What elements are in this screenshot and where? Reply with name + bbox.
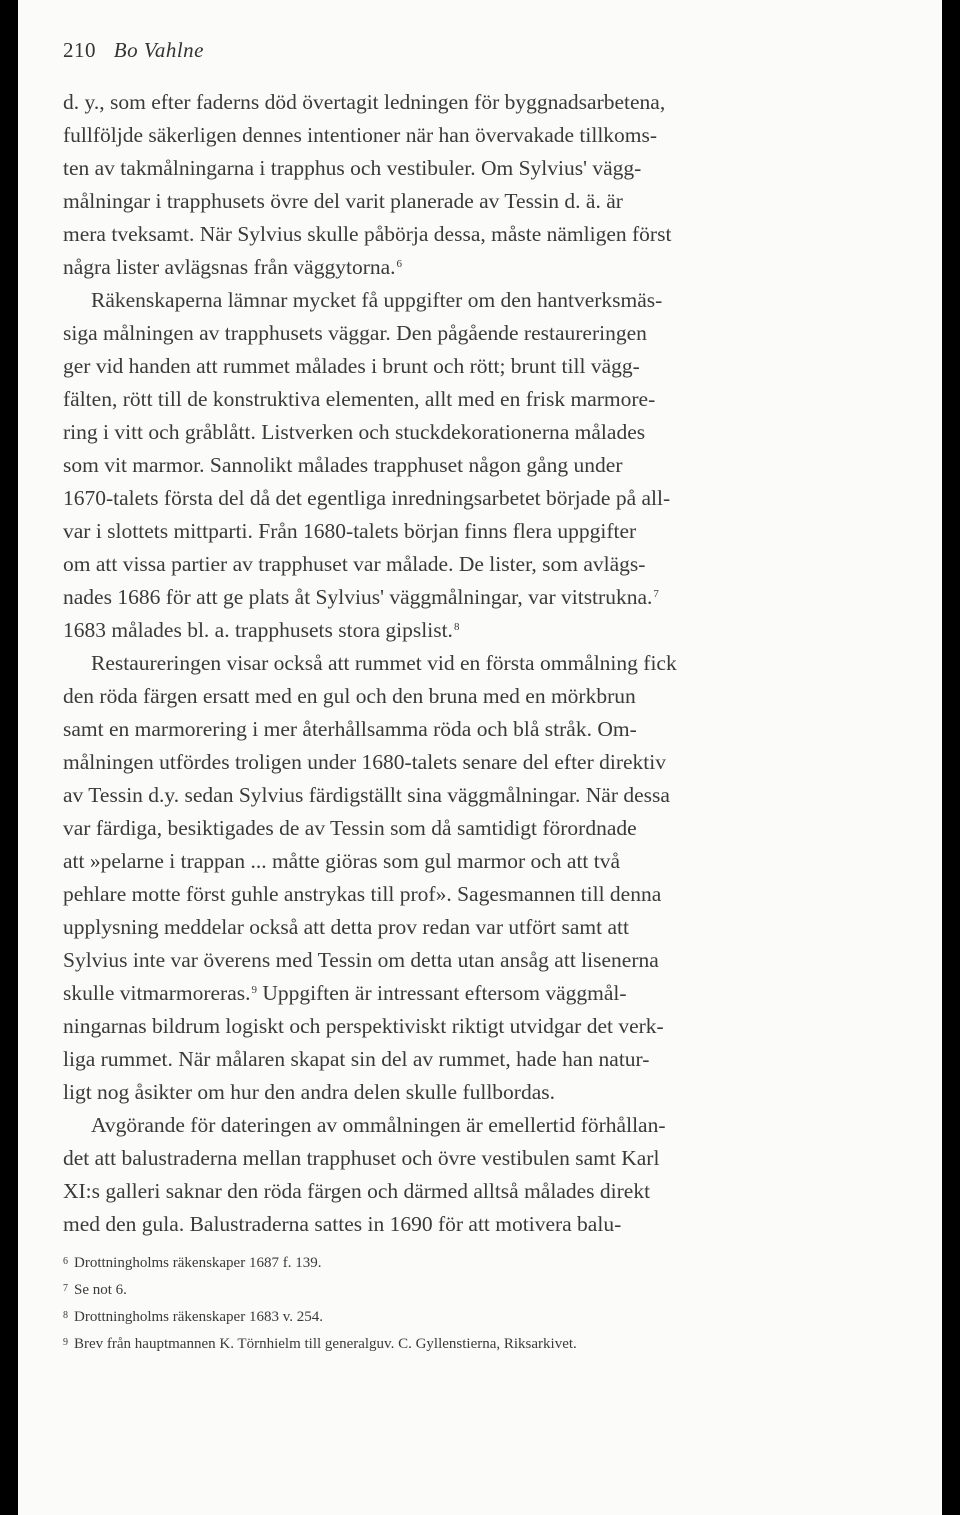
line-text: fälten, rött till de konstruktiva elementen, allt med en frisk marmore-	[63, 387, 656, 411]
line-text: samt en marmorering i mer återhållsamma röda och blå stråk. Om-	[63, 717, 637, 741]
footnote-mark: 7	[63, 1283, 68, 1294]
footnote-mark: 6	[63, 1256, 68, 1267]
text-line	[63, 1076, 873, 1109]
text-line	[63, 284, 873, 317]
footnote	[63, 1304, 873, 1331]
text-line	[63, 746, 873, 779]
text-line	[63, 185, 873, 218]
line-text: 1670-talets första del då det egentliga inredningsarbetet började på all-	[63, 486, 671, 510]
text-line	[63, 680, 873, 713]
text-line	[63, 647, 873, 680]
footnote-text: Se not 6.	[74, 1282, 127, 1298]
text-line	[63, 977, 873, 1010]
text-line	[63, 350, 873, 383]
line-text: den röda färgen ersatt med en gul och den bruna med en mörkbrun	[63, 684, 636, 708]
footnote-reference[interactable]: 9	[251, 984, 257, 996]
footnote-text: Drottningholms räkenskaper 1687 f. 139.	[74, 1255, 322, 1271]
text-line	[63, 1010, 873, 1043]
line-text: att »pelarne i trappan ... måtte giöras som gul marmor och att två	[63, 849, 621, 873]
line-text: 1683 målades bl. a. trapphusets stora gipslist.	[63, 618, 453, 642]
text-line	[63, 548, 873, 581]
text-line	[63, 614, 873, 647]
text-line	[63, 1208, 873, 1241]
line-text: skulle vitmarmoreras.	[63, 981, 251, 1005]
text-line	[63, 383, 873, 416]
body-text	[63, 86, 873, 1241]
text-line	[63, 218, 873, 251]
footnote	[63, 1331, 873, 1358]
footnote-reference[interactable]: 6	[396, 258, 403, 270]
running-head-author: Bo Vahlne	[113, 38, 204, 62]
line-text: var färdiga, besiktigades de av Tessin som då samtidigt förordnade	[63, 816, 637, 840]
line-text: fullföljde säkerligen dennes intentioner när han övervakade tillkoms-	[63, 123, 658, 147]
line-text: det att balustraderna mellan trapphuset och övre vestibulen samt Karl	[63, 1146, 660, 1170]
line-text: av Tessin d.y. sedan Sylvius färdigställt sina väggmålningar. När dessa	[63, 783, 670, 807]
text-line	[63, 581, 873, 614]
text-line	[63, 1109, 873, 1142]
text-line	[63, 416, 873, 449]
line-text: om att vissa partier av trapphuset var målade. De lister, som avlägs-	[63, 552, 646, 576]
text-line	[63, 779, 873, 812]
text-line	[63, 1142, 873, 1175]
footnotes	[63, 1250, 873, 1358]
line-text: ring i vitt och gråblått. Listverken och stuckdekorationerna målades	[63, 420, 646, 444]
line-text-continued: Uppgiften är intressant eftersom väggmål-	[256, 981, 627, 1005]
line-text: mera tveksamt. När Sylvius skulle påbörja dessa, måste nämligen först	[63, 222, 672, 246]
line-text: pehlare motte först guhle anstrykas till prof». Sagesmannen till denna	[63, 882, 662, 906]
line-text: ten av takmålningarna i trapphus och vestibuler. Om Sylvius' vägg-	[63, 156, 642, 180]
text-line	[63, 845, 873, 878]
line-text: var i slottets mittparti. Från 1680-talets början finns flera uppgifter	[63, 519, 637, 543]
line-text: Räkenskaperna lämnar mycket få uppgifter om den hantverksmäs-	[91, 288, 663, 312]
line-text: Sylvius inte var överens med Tessin om detta utan ansåg att lisenerna	[63, 948, 659, 972]
text-line	[63, 317, 873, 350]
line-text: liga rummet. När målaren skapat sin del av rummet, hade han natur-	[63, 1047, 650, 1071]
page-number: 210	[63, 38, 96, 62]
text-line	[63, 482, 873, 515]
line-text: ningarnas bildrum logiskt och perspektiviskt riktigt utvidgar det verk-	[63, 1014, 664, 1038]
line-text: målningar i trapphusets övre del varit planerade av Tessin d. ä. är	[63, 189, 623, 213]
footnote-reference[interactable]: 8	[453, 621, 460, 633]
text-line	[63, 119, 873, 152]
text-line	[63, 449, 873, 482]
line-text: nades 1686 för att ge plats åt Sylvius' väggmålningar, var vitstrukna.	[63, 585, 653, 609]
line-text: d. y., som efter faderns död övertagit ledningen för byggnadsarbetena,	[63, 90, 666, 114]
text-line	[63, 944, 873, 977]
text-line	[63, 86, 873, 119]
line-text: målningen utfördes troligen under 1680-talets senare del efter direktiv	[63, 750, 666, 774]
line-text: siga målningen av trapphusets väggar. Den pågående restaureringen	[63, 321, 647, 345]
line-text: med den gula. Balustraderna sattes in 1690 för att motivera balu-	[63, 1212, 622, 1236]
text-line	[63, 713, 873, 746]
footnote-mark: 9	[63, 1337, 68, 1348]
text-line	[63, 1043, 873, 1076]
footnote-text: Drottningholms räkenskaper 1683 v. 254.	[74, 1309, 323, 1325]
text-line	[63, 515, 873, 548]
footnote	[63, 1250, 873, 1277]
text-line	[63, 911, 873, 944]
running-head	[63, 38, 204, 63]
text-line	[63, 878, 873, 911]
line-text: Avgörande för dateringen av ommålningen är emellertid förhållan-	[91, 1113, 666, 1137]
footnote-reference[interactable]: 7	[653, 588, 659, 600]
line-text: ger vid handen att rummet målades i brunt och rött; brunt till vägg-	[63, 354, 640, 378]
line-text: Restaureringen visar också att rummet vid en första ommålning fick	[91, 651, 677, 675]
line-text: XI:s galleri saknar den röda färgen och därmed alltså målades direkt	[63, 1179, 651, 1203]
text-line	[63, 152, 873, 185]
book-page	[18, 0, 942, 1515]
text-line	[63, 812, 873, 845]
line-text: upplysning meddelar också att detta prov redan var utfört samt att	[63, 915, 629, 939]
footnote-mark: 8	[63, 1310, 68, 1321]
line-text: några lister avlägsnas från väggytorna.	[63, 255, 396, 279]
text-line	[63, 1175, 873, 1208]
footnote-text: Brev från hauptmannen K. Törnhielm till generalguv. C. Gyllenstierna, Riksarkivet.	[74, 1336, 577, 1352]
text-line	[63, 251, 873, 284]
line-text: som vit marmor. Sannolikt målades trapphuset någon gång under	[63, 453, 623, 477]
line-text: ligt nog åsikter om hur den andra delen skulle fullbordas.	[63, 1080, 555, 1104]
footnote	[63, 1277, 873, 1304]
